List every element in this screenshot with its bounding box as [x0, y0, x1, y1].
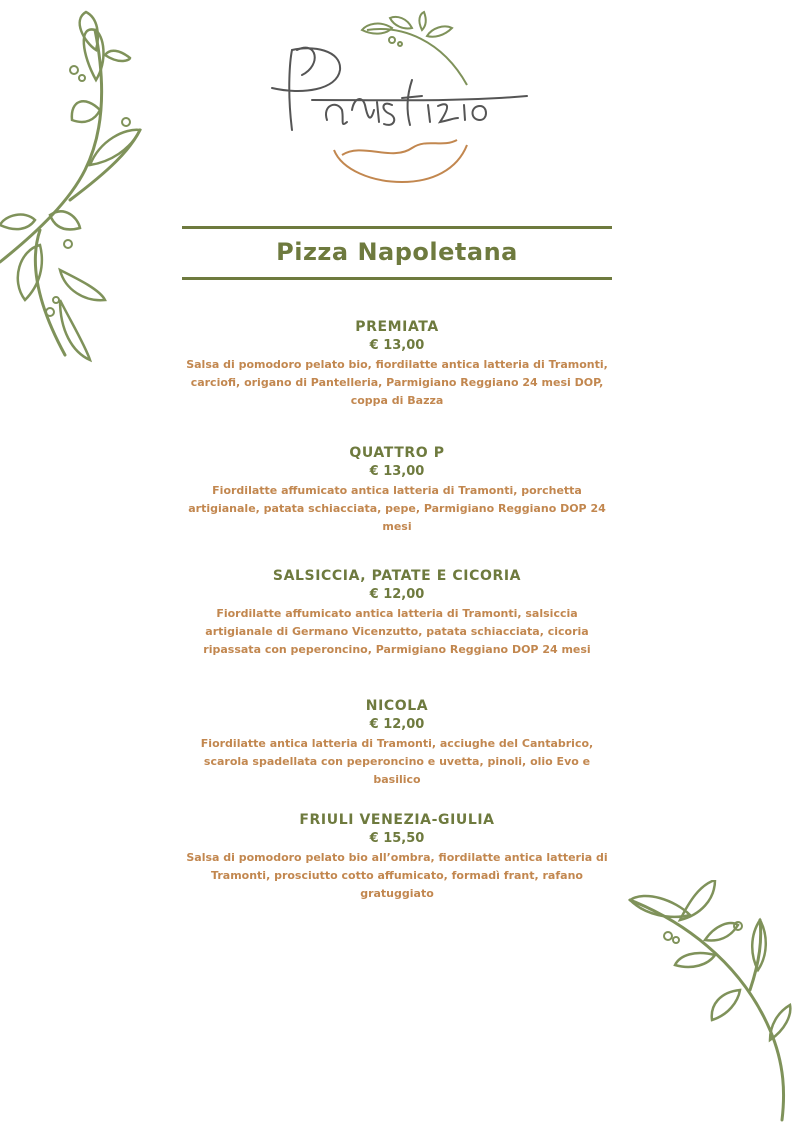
menu-item	[182, 567, 612, 659]
menu-item-description: Fiordilatte affumicato antica latteria di Tramonti, porchetta artigianale, patata schiacciata, pepe, Parmigiano Reggiano DOP 24 mesi	[188, 484, 606, 533]
menu-item-name: NICOLA	[365, 698, 429, 714]
olive-branch-icon	[620, 880, 794, 1123]
menu-item-price: € 13,00	[369, 338, 425, 353]
olive-branch-icon	[0, 0, 150, 370]
menu-item-name: QUATTRO P	[349, 445, 445, 461]
olive-sprig-icon	[362, 12, 467, 85]
menu-item-description: Salsa di pomodoro pelato bio, fiordilatte antica latteria di Tramonti, carciofi, origano di Pantelleria, Parmigiano Reggiano 24 mesi DOP, coppa di Bazza	[186, 358, 608, 407]
section-title: Pizza Napoletana	[276, 238, 518, 266]
menu-item	[182, 318, 612, 410]
menu-item-description: Fiordilatte affumicato antica latteria di Tramonti, salsiccia artigianale di Germano Vicenzutto, patata schiacciata, cicoria ripassata con peperoncino, Parmigiano Reggiano DOP 24 mesi	[203, 607, 591, 656]
title-rule-bottom	[182, 277, 612, 280]
menu-item-name: SALSICCIA, PATATE E CICORIA	[272, 568, 522, 584]
logo	[262, 10, 532, 190]
menu-item-price: € 15,50	[369, 831, 425, 846]
menu-item	[190, 697, 604, 789]
menu-item	[182, 444, 612, 536]
menu-item-description: Salsa di pomodoro pelato bio all’ombra, fiordilatte antica latteria di Tramonti, prosciutto cotto affumicato, formadì frant, rafano gratuggiato	[186, 851, 608, 900]
menu-item-name: FRIULI VENEZIA-GIULIA	[299, 812, 495, 828]
menu-item-price: € 13,00	[369, 464, 425, 479]
menu-item-name: PREMIATA	[355, 319, 439, 335]
menu-item-price: € 12,00	[369, 717, 425, 732]
menu-item	[182, 811, 612, 903]
title-rule-top	[182, 226, 612, 229]
menu-item-price: € 12,00	[369, 587, 425, 602]
menu-item-description: Fiordilatte antica latteria di Tramonti, acciughe del Cantabrico, scarola spadellata con peperoncino e uvetta, pinoli, olio Evo e basilico	[200, 737, 594, 786]
